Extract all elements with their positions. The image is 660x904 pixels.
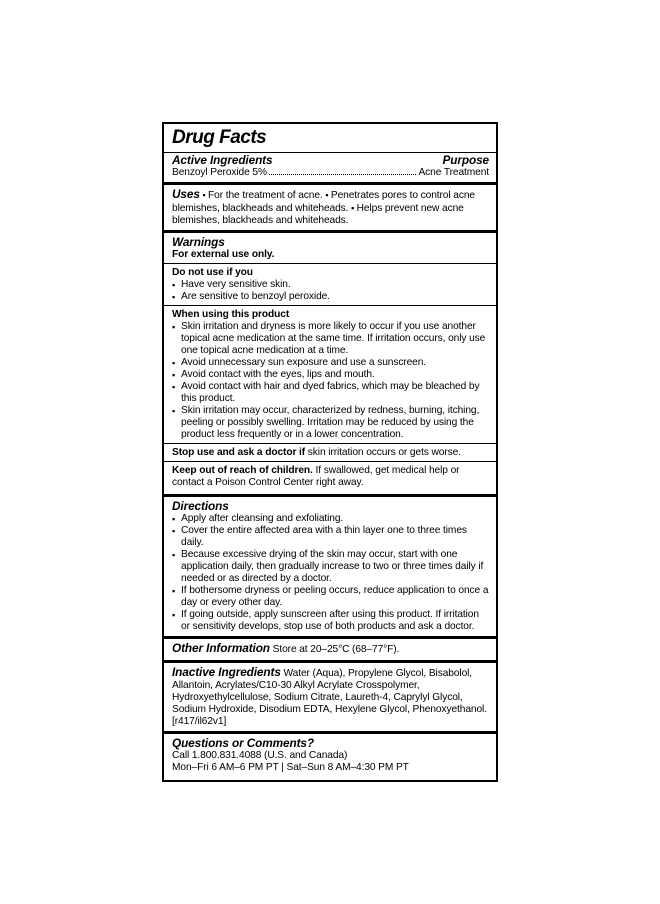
list-item: ▪ Avoid contact with hair and dyed fabrics, which may be bleached by this product. bbox=[172, 381, 489, 405]
use-item: Helps prevent new acne blemishes, blackheads and whiteheads. bbox=[172, 203, 464, 226]
list-item: ▪ Skin irritation may occur, characterized by redness, burning, itching, peeling or possibly swelling. Irritation may be reduced by using the product less frequently or in a lower concentration. bbox=[172, 405, 489, 441]
other-information-heading: Other Information bbox=[172, 641, 270, 655]
directions-heading: Directions bbox=[172, 499, 229, 513]
stop-use-block bbox=[164, 443, 496, 461]
stop-use-text: skin irritation occurs or gets worse. bbox=[307, 447, 461, 458]
active-ingredients-heading: Active Ingredients bbox=[172, 153, 273, 167]
inactive-ingredients-section bbox=[164, 660, 496, 731]
other-information-section bbox=[164, 636, 496, 660]
purpose-heading: Purpose bbox=[442, 153, 489, 167]
use-item: For the treatment of acne. bbox=[208, 190, 323, 201]
directions-section bbox=[164, 494, 496, 636]
do-not-use-heading: Do not use if you bbox=[172, 267, 253, 278]
do-not-use-list bbox=[172, 279, 489, 303]
external-use-text: For external use only. bbox=[172, 249, 275, 260]
drug-facts-title: Drug Facts bbox=[172, 127, 267, 148]
do-not-use-block bbox=[164, 263, 496, 305]
keep-out-heading: Keep out of reach of children. bbox=[172, 465, 313, 476]
list-item: ▪ Have very sensitive skin. bbox=[172, 279, 489, 291]
active-ingredients-section bbox=[164, 152, 496, 182]
uses-section bbox=[164, 182, 496, 230]
inactive-ingredients-text: Water (Aqua), Propylene Glycol, Bisabolol, Allantoin, Acrylates/C10-30 Alkyl Acrylate Crosspolymer, Hydroxyethylcellulose, Sodium Citrate, Laureth-4, Caprylyl Glycol, Sodium Hydroxide, Disodium EDTA, Hexylene Glycol, Phenoxyethanol. [r417/il62v1] bbox=[172, 668, 487, 727]
list-item: ▪ Avoid contact with the eyes, lips and mouth. bbox=[172, 369, 489, 381]
list-item: ▪ Skin irritation and dryness is more likely to occur if you use another topical acne medication at the same time. If irritation occurs, only use one topical acne medication at a time. bbox=[172, 321, 489, 357]
bullet-icon: ▪ bbox=[325, 190, 331, 200]
when-using-block bbox=[164, 305, 496, 443]
uses-heading: Uses bbox=[172, 187, 200, 201]
use-item: Penetrates pores to control acne blemishes, blackheads and whiteheads. bbox=[172, 190, 475, 214]
inactive-ingredients-heading: Inactive Ingredients bbox=[172, 665, 281, 679]
questions-phone: Call 1.800.831.4088 (U.S. and Canada) bbox=[172, 750, 348, 761]
questions-heading: Questions or Comments? bbox=[172, 736, 315, 750]
leader-dots bbox=[269, 174, 417, 175]
active-ingredient-row bbox=[172, 167, 489, 179]
questions-hours: Mon–Fri 6 AM–6 PM PT | Sat–Sun 8 AM–4:30 PM PT bbox=[172, 762, 409, 773]
list-item: ▪ Apply after cleansing and exfoliating. bbox=[172, 513, 489, 525]
when-using-heading: When using this product bbox=[172, 309, 290, 320]
list-item: ▪ If bothersome dryness or peeling occurs, reduce application to once a day or every other day. bbox=[172, 585, 489, 609]
when-using-list bbox=[172, 321, 489, 441]
bullet-icon: ▪ bbox=[351, 203, 357, 213]
active-ingredient: Benzoyl Peroxide 5% bbox=[172, 167, 267, 178]
active-header-row bbox=[172, 154, 489, 167]
active-purpose: Acne Treatment bbox=[418, 167, 489, 178]
warnings-section bbox=[164, 230, 496, 494]
warnings-heading: Warnings bbox=[172, 235, 225, 249]
other-information-text: Store at 20–25°C (68–77°F). bbox=[272, 644, 400, 655]
keep-out-text: If swallowed, get medical help or contact a Poison Control Center right away. bbox=[172, 465, 460, 488]
list-item: ▪ Cover the entire affected area with a thin layer one to three times daily. bbox=[172, 525, 489, 549]
list-item: ▪ Because excessive drying of the skin may occur, start with one application daily, then gradually increase to two or three times daily if needed or as directed by a doctor. bbox=[172, 549, 489, 585]
list-item: ▪ Avoid unnecessary sun exposure and use a sunscreen. bbox=[172, 357, 489, 369]
questions-section bbox=[164, 731, 496, 777]
drug-facts-panel bbox=[162, 122, 498, 782]
directions-list bbox=[172, 513, 489, 633]
keep-out-block bbox=[164, 461, 496, 491]
list-item: ▪ Are sensitive to benzoyl peroxide. bbox=[172, 291, 489, 303]
list-item: ▪ If going outside, apply sunscreen after using this product. If irritation or sensitivity develops, stop use of both products and ask a doctor. bbox=[172, 609, 489, 633]
stop-use-heading: Stop use and ask a doctor if bbox=[172, 447, 306, 458]
bullet-icon: ▪ bbox=[202, 190, 209, 200]
